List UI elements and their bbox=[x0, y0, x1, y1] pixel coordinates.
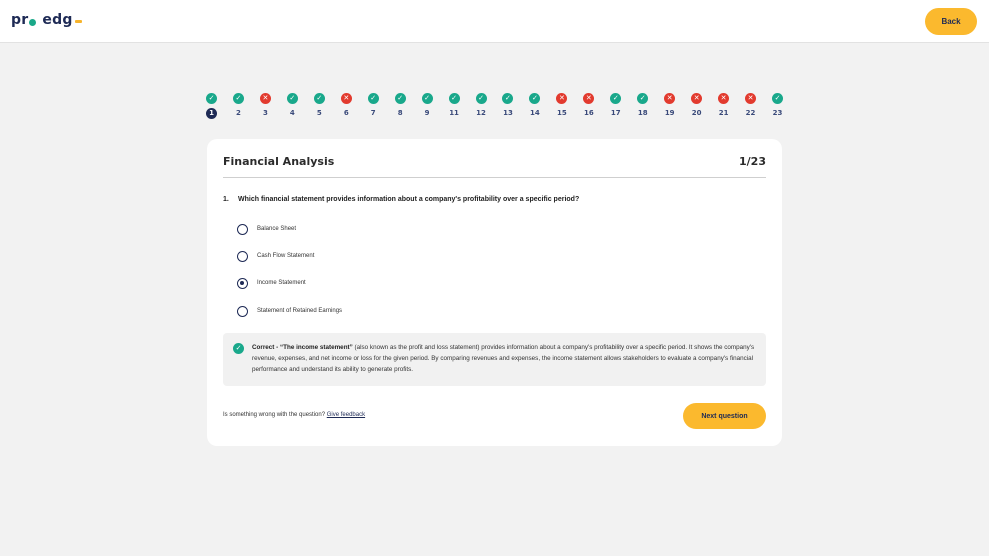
step-number: 16 bbox=[583, 109, 594, 117]
feedback-verdict: Correct - bbox=[252, 344, 280, 351]
x-circle-icon: ✕ bbox=[556, 93, 567, 104]
progress-step[interactable] bbox=[768, 93, 788, 119]
option-label: Income Statement bbox=[257, 280, 306, 286]
step-number: 7 bbox=[370, 109, 376, 117]
progress-step[interactable] bbox=[660, 93, 680, 119]
report-question-text bbox=[223, 412, 365, 418]
question-card bbox=[207, 139, 782, 446]
x-circle-icon: ✕ bbox=[718, 93, 729, 104]
check-circle-icon: ✓ bbox=[287, 93, 298, 104]
progress-step[interactable] bbox=[471, 93, 491, 119]
pro-edge-logo[interactable] bbox=[11, 12, 82, 28]
step-number: 13 bbox=[503, 109, 513, 117]
logo-text-part1: pr bbox=[11, 12, 29, 28]
option-label: Statement of Retained Earnings bbox=[257, 308, 343, 314]
progress-step[interactable] bbox=[525, 93, 545, 119]
answer-feedback-box bbox=[223, 333, 766, 386]
progress-step[interactable] bbox=[633, 93, 653, 119]
question-text bbox=[223, 196, 579, 203]
check-circle-icon: ✓ bbox=[772, 93, 783, 104]
progress-step[interactable] bbox=[579, 93, 599, 119]
answer-option[interactable] bbox=[237, 250, 314, 262]
check-circle-icon: ✓ bbox=[368, 93, 379, 104]
back-button[interactable]: Back bbox=[925, 8, 977, 35]
top-bar bbox=[0, 0, 989, 43]
progress-step[interactable] bbox=[202, 93, 222, 119]
step-number: 12 bbox=[476, 109, 486, 117]
x-circle-icon: ✕ bbox=[583, 93, 594, 104]
answer-option[interactable] bbox=[237, 277, 306, 289]
progress-step[interactable] bbox=[714, 93, 734, 119]
step-number: 3 bbox=[262, 109, 268, 117]
quiz-title: Financial Analysis bbox=[223, 155, 335, 168]
step-number: 15 bbox=[557, 109, 567, 117]
progress-step[interactable] bbox=[255, 93, 275, 119]
step-number: 1 bbox=[206, 108, 217, 119]
question-label: Which financial statement provides information about a company's profitability over a specific period? bbox=[238, 196, 580, 203]
progress-step[interactable] bbox=[336, 93, 356, 119]
x-circle-icon: ✕ bbox=[691, 93, 702, 104]
logo-accent-icon bbox=[75, 20, 82, 23]
x-circle-icon: ✕ bbox=[260, 93, 271, 104]
check-circle-icon: ✓ bbox=[502, 93, 513, 104]
progress-step[interactable] bbox=[741, 93, 761, 119]
logo-dot-icon bbox=[29, 19, 36, 26]
next-question-button[interactable]: Next question bbox=[683, 403, 766, 429]
step-number: 21 bbox=[718, 109, 729, 117]
x-circle-icon: ✕ bbox=[341, 93, 352, 104]
x-circle-icon: ✕ bbox=[664, 93, 675, 104]
progress-step[interactable] bbox=[552, 93, 572, 119]
step-number: 19 bbox=[664, 109, 675, 117]
question-progress-bar bbox=[206, 93, 782, 123]
check-circle-icon: ✓ bbox=[449, 93, 460, 104]
radio-button[interactable] bbox=[237, 224, 248, 235]
progress-step[interactable] bbox=[309, 93, 329, 119]
check-circle-icon: ✓ bbox=[637, 93, 648, 104]
feedback-answer: “The income statement” bbox=[280, 344, 353, 351]
radio-button[interactable] bbox=[237, 251, 248, 262]
check-circle-icon: ✓ bbox=[314, 93, 325, 104]
radio-button-selected[interactable] bbox=[237, 278, 248, 289]
step-number: 18 bbox=[637, 109, 648, 117]
check-circle-icon: ✓ bbox=[610, 93, 621, 104]
step-number: 6 bbox=[343, 109, 349, 117]
option-label: Balance Sheet bbox=[257, 226, 297, 232]
step-number: 11 bbox=[449, 109, 459, 117]
progress-step[interactable] bbox=[444, 93, 464, 119]
step-number: 4 bbox=[289, 109, 295, 117]
give-feedback-link[interactable]: Give feedback bbox=[326, 412, 366, 418]
progress-step[interactable] bbox=[390, 93, 410, 119]
step-number: 9 bbox=[424, 109, 430, 117]
check-circle-icon: ✓ bbox=[233, 343, 244, 354]
check-circle-icon: ✓ bbox=[206, 93, 217, 104]
title-divider bbox=[223, 177, 766, 178]
progress-step[interactable] bbox=[282, 93, 302, 119]
feedback-explanation: (also known as the profit and loss statement) provides information about a company's profitability over a specific period. It shows the company's revenue, expenses, and net income or loss for the given period. By comparing revenues and expenses, the income statement allows stakeholders to evaluate a company's financial performance and understand its ability to generate profits. bbox=[252, 344, 755, 373]
progress-step[interactable] bbox=[363, 93, 383, 119]
step-number: 8 bbox=[397, 109, 403, 117]
progress-step[interactable] bbox=[498, 93, 518, 119]
check-circle-icon: ✓ bbox=[529, 93, 540, 104]
step-number: 20 bbox=[691, 109, 702, 117]
question-counter: 1/23 bbox=[739, 155, 766, 168]
logo-text-part2: edg bbox=[42, 12, 73, 28]
progress-step[interactable] bbox=[606, 93, 626, 119]
radio-button[interactable] bbox=[237, 306, 248, 317]
check-circle-icon: ✓ bbox=[422, 93, 433, 104]
step-number: 22 bbox=[745, 109, 756, 117]
feedback-text bbox=[252, 342, 757, 375]
check-circle-icon: ✓ bbox=[395, 93, 406, 104]
step-number: 2 bbox=[236, 109, 241, 117]
question-number: 1. bbox=[223, 196, 229, 203]
step-number: 23 bbox=[772, 109, 783, 117]
step-number: 17 bbox=[610, 109, 621, 117]
step-number: 5 bbox=[316, 109, 322, 117]
progress-step[interactable] bbox=[417, 93, 437, 119]
option-label: Cash Flow Statement bbox=[257, 253, 315, 259]
progress-step[interactable] bbox=[687, 93, 707, 119]
answer-option[interactable] bbox=[237, 223, 296, 235]
answer-option[interactable] bbox=[237, 305, 342, 317]
x-circle-icon: ✕ bbox=[745, 93, 756, 104]
step-number: 14 bbox=[530, 109, 540, 117]
progress-step[interactable] bbox=[228, 93, 248, 119]
report-prompt: Is something wrong with the question? bbox=[223, 412, 327, 418]
check-circle-icon: ✓ bbox=[476, 93, 487, 104]
check-circle-icon: ✓ bbox=[233, 93, 244, 104]
